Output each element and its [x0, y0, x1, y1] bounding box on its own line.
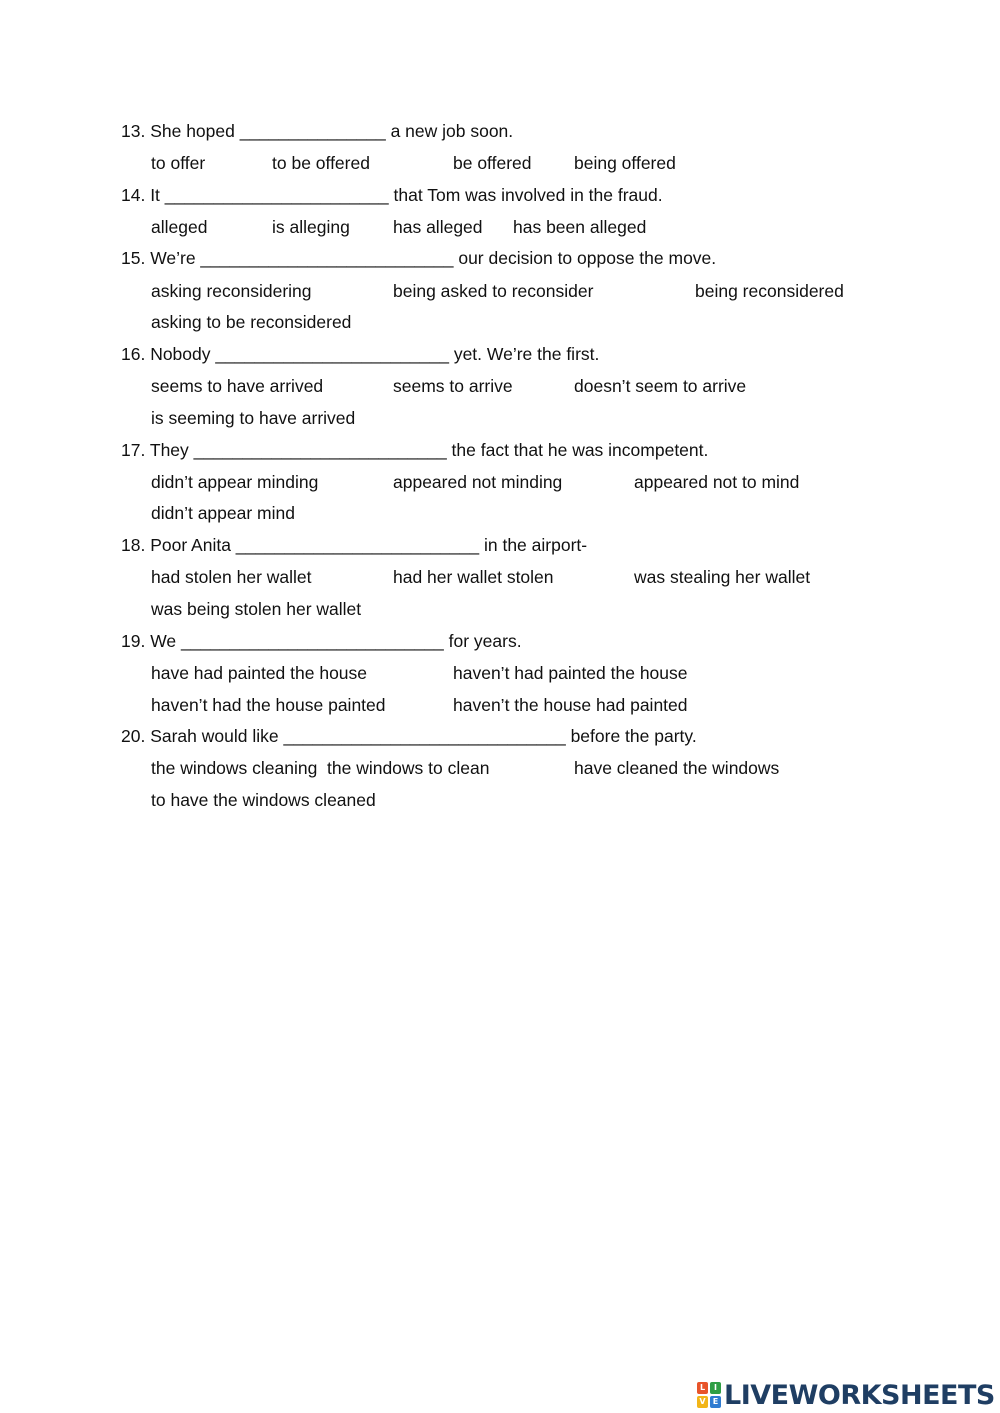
question-17-stem: 17. They __________________________ the fact that he was incompetent.: [121, 440, 709, 460]
question-18-option-3[interactable]: was stealing her wallet: [634, 567, 811, 587]
question-16-option-4[interactable]: is seeming to have arrived: [151, 408, 356, 428]
question-14-option-1[interactable]: alleged: [151, 217, 208, 237]
question-16-stem: 16. Nobody ________________________ yet. We’re the first.: [121, 344, 600, 364]
question-20-option-4[interactable]: to have the windows cleaned: [151, 790, 376, 810]
question-17-option-1[interactable]: didn’t appear minding: [151, 472, 319, 492]
question-13-option-2[interactable]: to be offered: [272, 153, 370, 173]
question-17-option-2[interactable]: appeared not minding: [393, 472, 563, 492]
logo-tile-v: V: [697, 1396, 708, 1408]
liveworksheets-logo-icon: [697, 1382, 721, 1408]
question-20-stem: 20. Sarah would like _____________________________ before the party.: [121, 726, 697, 746]
question-13-option-3[interactable]: be offered: [453, 153, 532, 173]
question-15-option-3[interactable]: being reconsidered: [695, 281, 844, 301]
question-14-option-2[interactable]: is alleging: [272, 217, 350, 237]
liveworksheets-wordmark: LIVEWORKSHEETS: [724, 1379, 995, 1411]
question-19-stem: 19. We ___________________________ for years.: [121, 631, 522, 651]
question-13-option-1[interactable]: to offer: [151, 153, 206, 173]
question-19-option-1[interactable]: have had painted the house: [151, 663, 368, 683]
question-14-option-4[interactable]: has been alleged: [513, 217, 647, 237]
liveworksheets-footer: [697, 1378, 995, 1412]
logo-tile-e: E: [710, 1396, 721, 1408]
question-18-option-1[interactable]: had stolen her wallet: [151, 567, 312, 587]
question-18-stem: 18. Poor Anita _________________________ in the airport-: [121, 535, 588, 555]
question-14-option-3[interactable]: has alleged: [393, 217, 483, 237]
question-15-stem: 15. We’re __________________________ our decision to oppose the move.: [121, 248, 717, 268]
question-18-option-4[interactable]: was being stolen her wallet: [151, 599, 362, 619]
question-13-stem: 13. She hoped _______________ a new job soon.: [121, 121, 514, 141]
question-19-option-4[interactable]: haven’t the house had painted: [453, 695, 688, 715]
question-14-stem: 14. It _______________________ that Tom was involved in the fraud.: [121, 185, 663, 205]
question-15-option-4[interactable]: asking to be reconsidered: [151, 312, 352, 332]
question-15-option-2[interactable]: being asked to reconsider: [393, 281, 594, 301]
question-15-option-1[interactable]: asking reconsidering: [151, 281, 312, 301]
question-20-option-2[interactable]: the windows to clean: [327, 758, 490, 778]
question-16-option-1[interactable]: seems to have arrived: [151, 376, 324, 396]
question-20-option-1[interactable]: the windows cleaning: [151, 758, 318, 778]
question-20-option-3[interactable]: have cleaned the windows: [574, 758, 780, 778]
question-19-option-3[interactable]: haven’t had the house painted: [151, 695, 386, 715]
question-13-option-4[interactable]: being offered: [574, 153, 676, 173]
logo-tile-l: L: [697, 1382, 708, 1394]
question-16-option-3[interactable]: doesn’t seem to arrive: [574, 376, 747, 396]
question-19-option-2[interactable]: haven’t had painted the house: [453, 663, 688, 683]
question-18-option-2[interactable]: had her wallet stolen: [393, 567, 554, 587]
question-16-option-2[interactable]: seems to arrive: [393, 376, 513, 396]
question-17-option-4[interactable]: didn’t appear mind: [151, 503, 295, 523]
question-17-option-3[interactable]: appeared not to mind: [634, 472, 800, 492]
logo-tile-i: I: [710, 1382, 721, 1394]
